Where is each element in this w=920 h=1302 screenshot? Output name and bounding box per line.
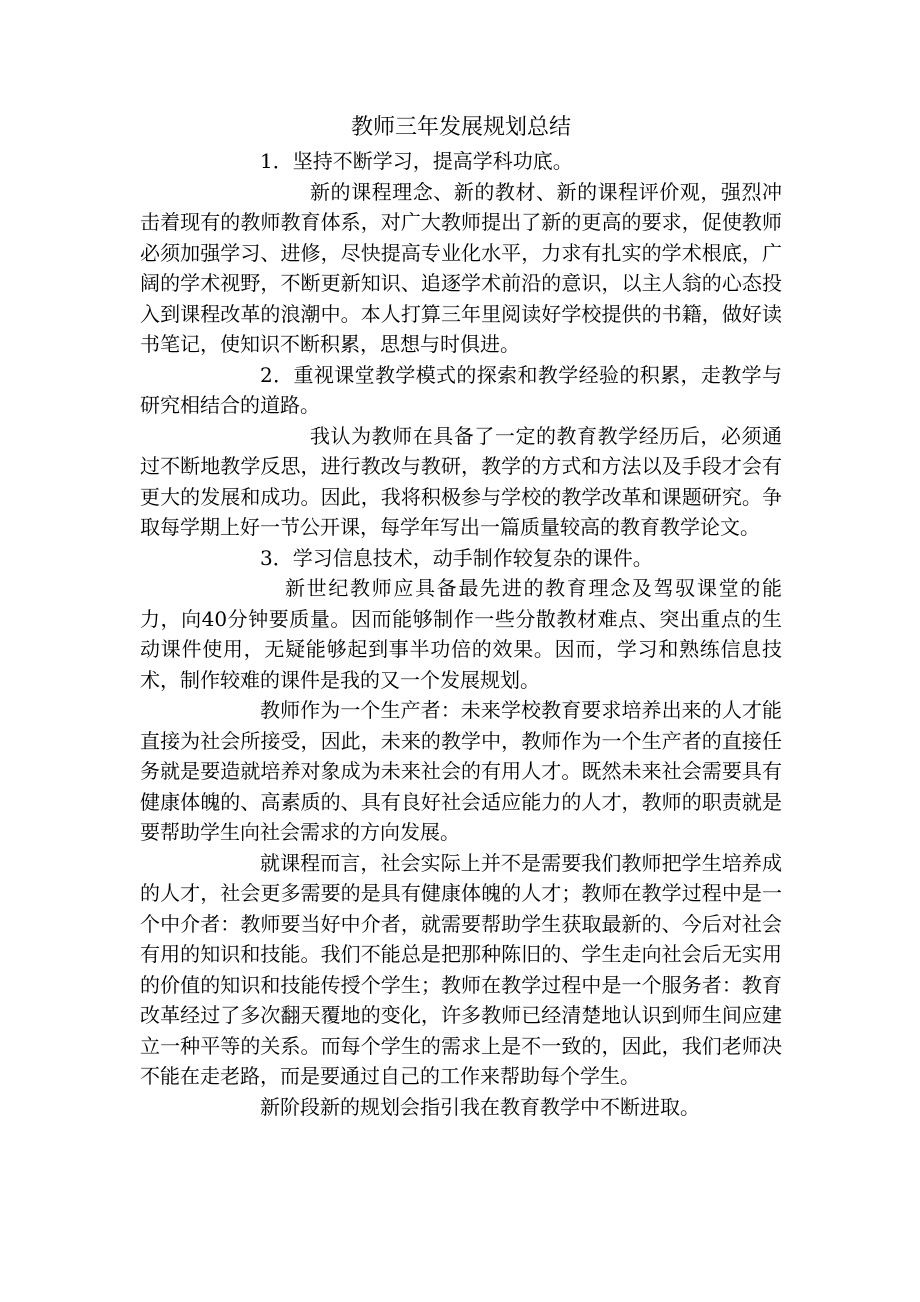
document-title: 教师三年发展规划总结	[350, 115, 571, 140]
paragraph-conclusion: 新阶段新的规划会指引我在教育教学中不断进取。	[260, 1094, 700, 1119]
section-heading-3: 3．学习信息技术，动手制作较复杂的课件。	[260, 545, 653, 570]
paragraph-teacher-producer: 教师作为一个生产者：未来学校教育要求培养出来的人才能直接为社会所接受，因此，未来的教学中，教师作为一个生产者的直接任务就是要造就培养对象成为未来社会的有用人才。既然未来社会需要具有健康体魄的、高素质的、具有良好社会适应能力的人才，教师的职责就是要帮助学生向社会需求的方向发展。	[140, 698, 782, 844]
paragraph-study: 新的课程理念、新的教材、新的课程评价观，强烈冲击着现有的教师教育体系，对广大教师提出了新的更高的要求，促使教师必须加强学习、进修，尽快提高专业化水平，力求有扎实的学术根底，广阔的学术视野，不断更新知识、追逐学术前沿的意识，以主人翁的心态投入到课程改革的浪潮中。本人打算三年里阅读好学校提供的书籍，做好读书笔记，使知识不断积累，思想与时俱进。	[140, 179, 782, 356]
paragraph-teaching-research: 我认为教师在具备了一定的教育教学经历后，必须通过不断地教学反思，进行教改与教研，教学的方式和方法以及手段才会有更大的发展和成功。因此，我将积极参与学校的教学改革和课题研究。争取每学期上好一节公开课，每学年写出一篇质量较高的教育教学论文。	[140, 423, 782, 539]
section-heading-1: 1．坚持不断学习，提高学科功底。	[260, 149, 573, 173]
paragraph-info-tech: 新世纪教师应具备最先进的教育理念及驾驭课堂的能力，向40分钟要质量。因而能够制作一些分散教材难点、突出重点的生动课件使用，无疑能够起到事半功倍的效果。因而，学习和熟练信息技术，制作较难的课件是我的又一个发展规划。	[140, 576, 782, 692]
document-page	[140, 110, 782, 1122]
paragraph-curriculum: 就课程而言，社会实际上并不是需要我们教师把学生培养成的人才，社会更多需要的是具有健康体魄的人才；教师在教学过程中是一个中介者：教师要当好中介者，就需要帮助学生获取最新的、今后对社会有用的知识和技能。我们不能总是把那种陈旧的、学生走向社会后无实用的价值的知识和技能传授个学生；教师在教学过程中是一个服务者：教育改革经过了多次翻天覆地的变化，许多教师已经清楚地认识到师生间应建立一种平等的关系。而每个学生的需求上是不一致的，因此，我们老师决不能在走老路，而是要通过自己的工作来帮助每个学生。	[140, 850, 782, 1088]
section-heading-2: 2．重视课堂教学模式的探索和教学经验的积累，走教学与研究相结合的道路。	[140, 362, 782, 417]
